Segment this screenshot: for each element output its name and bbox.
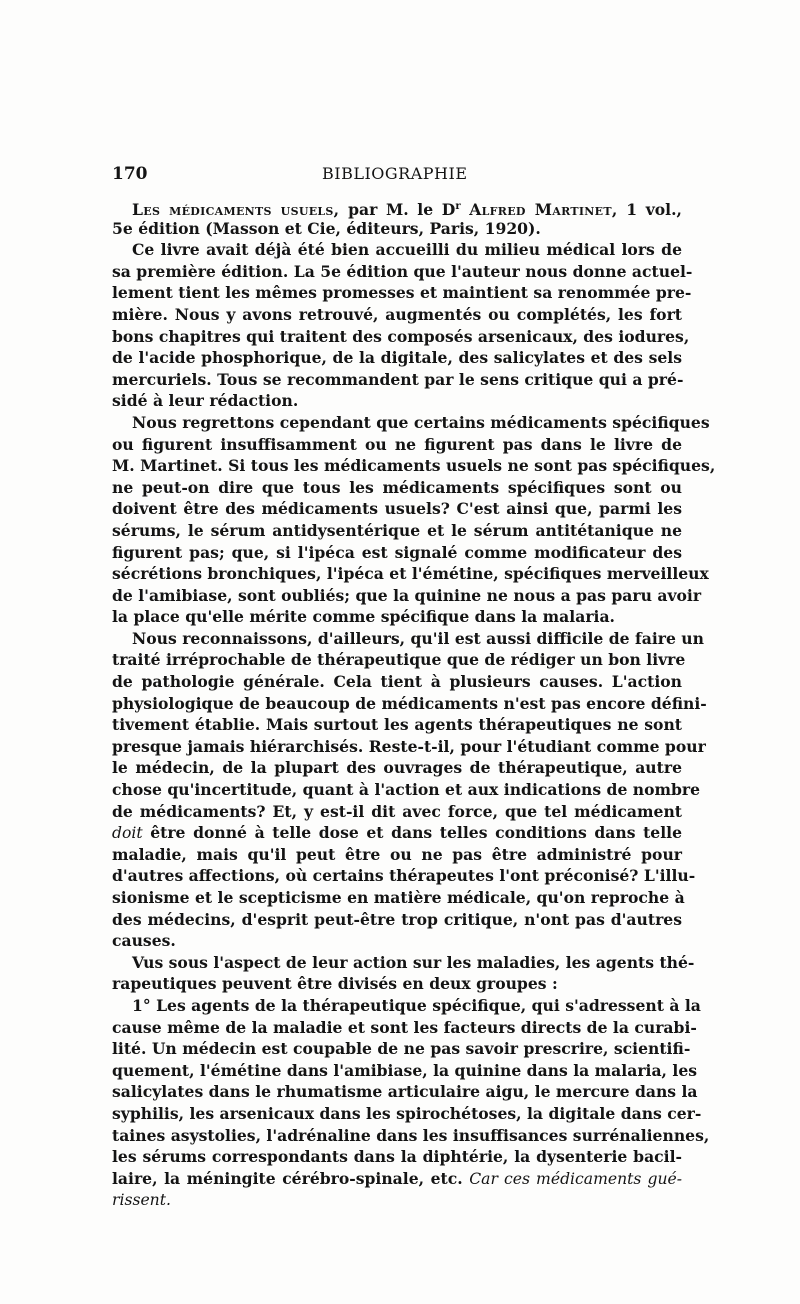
paragraph — [112, 952, 695, 995]
text-line: tivement établie. Mais surtout les agents thérapeutiques ne sont — [112, 715, 682, 735]
text-line: de médicaments? Et, y est-il dit avec force, que tel médicament — [112, 801, 682, 821]
book-title: Les médicaments usuels, — [132, 200, 340, 220]
text-line: le médecin, de la plupart des ouvrages de thérapeutique, autre — [112, 758, 682, 778]
text-line: syphilis, les arsenicaux dans les spirochétoses, la digitale dans cer- — [112, 1103, 702, 1123]
text-line: physiologique de beaucoup de médicaments n'est pas encore défini- — [112, 693, 707, 713]
text-line: quement, l'émétine dans l'amibiase, la quinine dans la malaria, les — [112, 1060, 698, 1080]
text-line: ne peut-on dire que tous les médicaments spécifiques sont ou — [112, 477, 682, 497]
text-line: des médecins, d'esprit peut-être trop critique, n'ont pas d'autres — [112, 909, 682, 929]
text-line: Nous reconnaissons, d'ailleurs, qu'il est aussi difficile de faire un — [132, 628, 704, 648]
text-line: lité. Un médecin est coupable de ne pas savoir prescrire, scientifi- — [112, 1039, 691, 1059]
text-line: Ce livre avait déjà été bien accueilli du milieu médical lors de — [132, 240, 682, 260]
text-line: sionisme et le scepticisme en matière médicale, qu'on reproche à — [112, 888, 685, 907]
running-title: BIBLIOGRAPHIE — [322, 164, 468, 183]
text-line: d'autres affections, où certains thérapeutes l'ont préconisé? L'illu- — [112, 866, 696, 886]
text-line: les sérums correspondants dans la diphtérie, la dysenterie bacil- — [112, 1147, 682, 1167]
citation-dr-sup: r — [455, 201, 461, 212]
text-line: bons chapitres qui traitent des composés arsenicaux, des iodures, — [112, 326, 690, 346]
text-line: mercuriels. Tous se recommandent par le sens critique qui a pré- — [112, 369, 684, 389]
text-line: sa première édition. La 5e édition que l'auteur nous donne actuel- — [112, 261, 693, 281]
text-line: salicylates dans le rhumatisme articulaire aigu, le mercure dans la — [112, 1082, 698, 1102]
body-text — [112, 196, 716, 1211]
paragraph — [112, 628, 707, 952]
text-line: lement tient les mêmes promesses et maintient sa renommée pre- — [112, 283, 692, 303]
text-line: doivent être des médicaments usuels? C'est ainsi que, parmi les — [112, 499, 682, 519]
text-line: taines asystolies, l'adrénaline dans les insuffisances surrénaliennes, — [112, 1125, 710, 1145]
book-author: Alfred Martinet, — [469, 200, 618, 220]
text-line: Vus sous l'aspect de leur action sur les maladies, les agents thé- — [132, 952, 695, 972]
text-line: sidé à leur rédaction. — [112, 391, 299, 411]
text-line: causes. — [112, 931, 176, 951]
entry-citation-line — [112, 196, 682, 218]
page-header — [112, 164, 680, 188]
text-line: Nous regrettons cependant que certains médicaments spécifiques — [132, 412, 710, 432]
paragraph — [112, 412, 716, 628]
book-volume: 1 vol., — [626, 200, 682, 220]
text-line: de pathologie générale. Cela tient à plusieurs causes. L'action — [112, 672, 682, 692]
page-number: 170 — [112, 164, 148, 184]
text-line: sécrétions bronchiques, l'ipéca et l'émétine, spécifiques merveilleux — [112, 564, 709, 584]
text-line: de l'amibiase, sont oubliés; que la quinine ne nous a pas paru avoir — [112, 585, 702, 605]
text-line: doit être donné à telle dose et dans telles conditions dans telle — [112, 823, 682, 843]
text-line: rapeutiques peuvent être divisés en deux groupes : — [112, 974, 558, 994]
text-line: ou figurent insuffisamment ou ne figurent pas dans le livre de — [112, 434, 682, 454]
text-line: laire, la méningite cérébro-spinale, etc. Car ces médicaments gué- — [112, 1168, 683, 1188]
text-line: rissent. — [112, 1191, 171, 1210]
text-line: figurent pas; que, si l'ipéca est signalé comme modificateur des — [112, 542, 682, 562]
entry-edition-line: 5e édition (Masson et Cie, éditeurs, Paris, 1920). — [112, 218, 541, 238]
text-line: sérums, le sérum antidysentérique et le sérum antitétanique ne — [112, 520, 682, 540]
text-line: chose qu'incertitude, quant à l'action et aux indications de nombre — [112, 780, 701, 800]
text-line: cause même de la maladie et sont les facteurs directs de la curabi- — [112, 1017, 697, 1037]
review-paragraphs — [112, 239, 716, 1211]
text-line: la place qu'elle mérite comme spécifique dans la malaria. — [112, 607, 615, 627]
text-line: mière. Nous y avons retrouvé, augmentés ou complétés, les fort — [112, 304, 682, 324]
text-line: 1° Les agents de la thérapeutique spécifique, qui s'adressent à la — [132, 995, 701, 1015]
text-line: presque jamais hiérarchisés. Reste-t-il, pour l'étudiant comme pour — [112, 736, 706, 756]
text-line: traité irréprochable de thérapeutique que de rédiger un bon livre — [112, 650, 686, 670]
paragraph — [112, 239, 693, 412]
citation-by: par M. le D — [348, 200, 456, 220]
paragraph — [112, 995, 710, 1211]
text-line: M. Martinet. Si tous les médicaments usuels ne sont pas spécifiques, — [112, 456, 716, 476]
text-line: de l'acide phosphorique, de la digitale, des salicylates et des sels — [112, 348, 682, 368]
text-line: maladie, mais qu'il peut être ou ne pas être administré pour — [112, 844, 682, 864]
